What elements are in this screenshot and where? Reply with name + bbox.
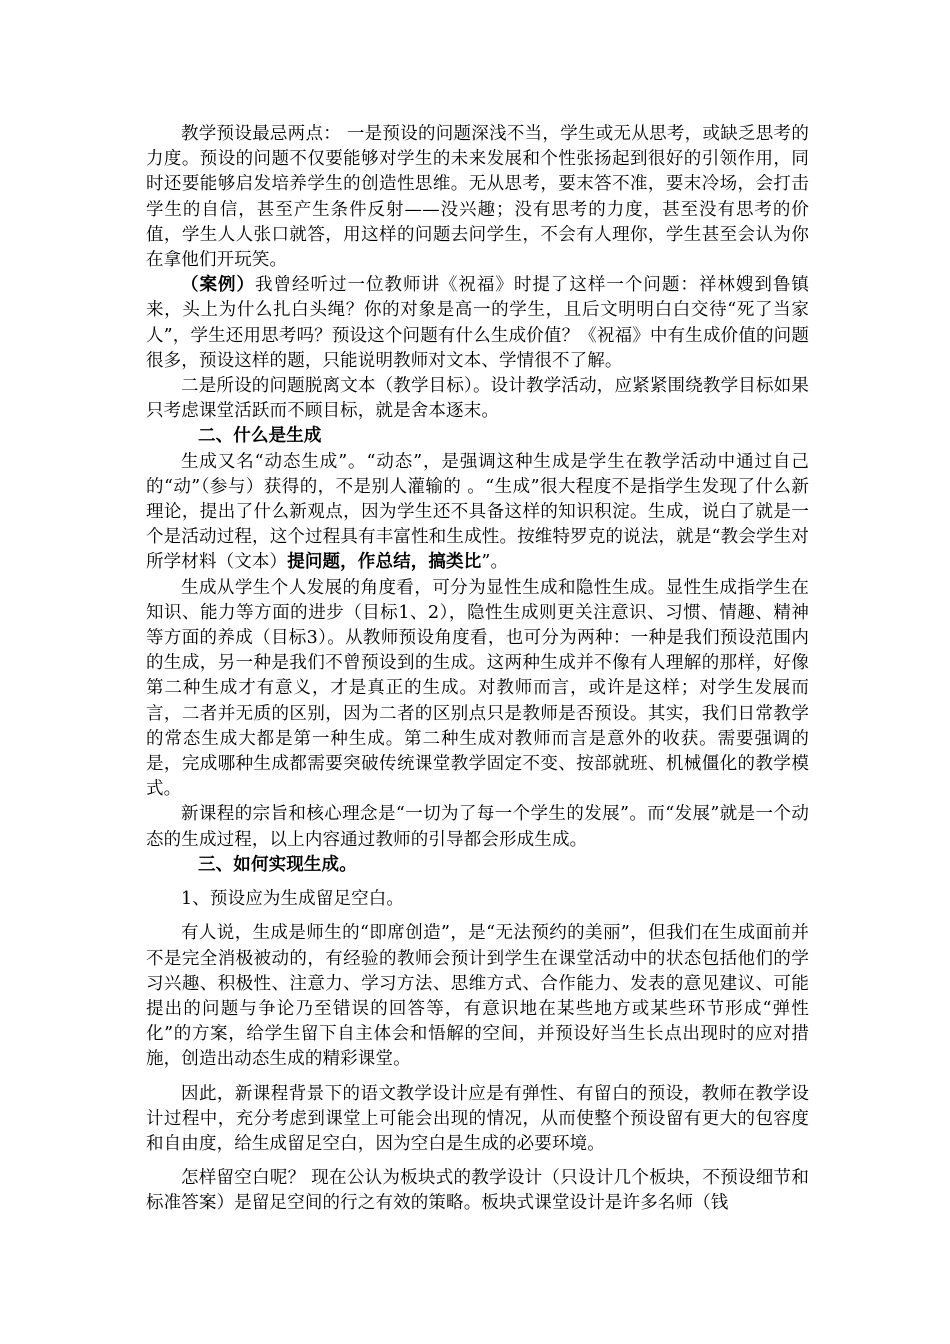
paragraph-generation-types: 生成从学生个人发展的角度看，可分为显性生成和隐性生成。显性生成指学生在知识、能力等方面的进步（目标1、2），隐性生成则更关注意识、习惯、情趣、精神等方面的养成（目标3）。从教师预设角度看，也可分为两种：一种是我们预设范围内的生成，另一种是我们不曾预设到的生成。这两种生成并不像有人理解的那样，好像第二种生成才有意义，才是真正的生成。对教师而言，或许是这样；对学生发展而言，二者并无质的区别，因为二者的区别点只是教师是否预设。其实，我们日常教学的常态生成大都是第一种生成。第二种生成对教师而言是意外的收获。需要强调的是，完成哪种生成都需要突破传统课堂教学固定不变、按部就班、机械僵化的教学模式。	[146, 577, 809, 800]
case-label: （案例）	[181, 275, 255, 296]
heading-what-is-generation: 二、什么是生成	[198, 426, 322, 447]
case-text: 我曾经听过一位教师讲《祝福》时提了这样一个问题：祥林嫂到鲁镇来，头上为什么扎白头绳？你的对象是高一的学生，且后文明明白白交待“死了当家人”，学生还用思考吗？预设这个问题有什么生成价值？《祝福》中有生成价值的问题很多，预设这样的题，只能说明教师对文本、学情很不了解。	[146, 275, 809, 371]
heading-how-to-generate: 三、如何实现生成。	[198, 854, 357, 875]
paragraph-improvisation: 有人说，生成是师生的“即席创造”，是“无法预约的美丽”，但我们在生成面前并不是完全消极被动的，有经验的教师会预计到学生在课堂活动中的状态包括他们的学习兴趣、积极性、注意力、学习方法、思维方式、合作能力、发表的意见建议、可能提出的问题与争论乃至错误的回答等，有意识地在某些地方或某些环节形成“弹性化”的方案，给学生留下自主体会和悟解的空间，并预设好当生长点出现时的应对措施，创造出动态生成的精彩课堂。	[146, 923, 809, 1070]
paragraph-how-to-leave-blank: 怎样留空白呢？ 现在公认为板块式的教学设计（只设计几个板块，不预设细节和标准答案）是留足空间的行之有效的策略。板块式课堂设计是许多名师（钱	[146, 1168, 809, 1214]
definition-bold-text: 提问题，作总结，搞类比	[287, 552, 482, 573]
definition-end: ”。	[481, 552, 509, 573]
paragraph-leave-blank: 1、预设应为生成留足空白。	[181, 889, 405, 910]
document-page	[146, 122, 809, 1217]
paragraph-generation-definition	[146, 450, 809, 576]
paragraph-second-point: 二是所设的问题脱离文本（教学目标）。设计教学活动，应紧紧围绕教学目标如果只考虑课堂活跃而不顾目标，就是舍本逐末。	[146, 376, 809, 422]
paragraph-therefore: 因此，新课程背景下的语文教学设计应是有弹性、有留白的预设，教师在教学设计过程中，充分考虑到课堂上可能会出现的情况，从而使整个预设留有更大的包容度和自由度，给生成留足空白，因为空白是生成的必要环境。	[146, 1083, 809, 1154]
definition-text: 生成又名“动态生成”。“动态”，是强调这种生成是学生在教学活动中通过自己的“动”（参与）获得的，不是别人灌输的 。“生成”很大程度不是指学生发现了什么新理论，提出了什么新观点，因为学生还不具备这样的知识积淀。生成，说白了就是一个是活动过程，这个过程具有丰富性和生成性。按维特罗克的说法，就是“教会学生对所学材料（文本）	[146, 451, 809, 573]
paragraph-case-example	[146, 273, 809, 374]
paragraph-new-curriculum: 新课程的宗旨和核心理念是“一切为了每一个学生的发展”。而“发展”就是一个动态的生成过程，以上内容通过教师的引导都会形成生成。	[146, 804, 809, 850]
paragraph-preset-pitfalls: 教学预设最忌两点： 一是预设的问题深浅不当，学生或无从思考，或缺乏思考的力度。预设的问题不仅要能够对学生的未来发展和个性张扬起到很好的引领作用，同时还要能够启发培养学生的创造性思维。无从思考，要末答不准，要末冷场，会打击学生的自信，甚至产生条件反射——没兴趣；没有思考的力度，甚至没有思考的价值，学生人人张口就答，用这样的问题去问学生，不会有人理你，学生甚至会认为你在拿他们开玩笑。	[146, 124, 809, 271]
